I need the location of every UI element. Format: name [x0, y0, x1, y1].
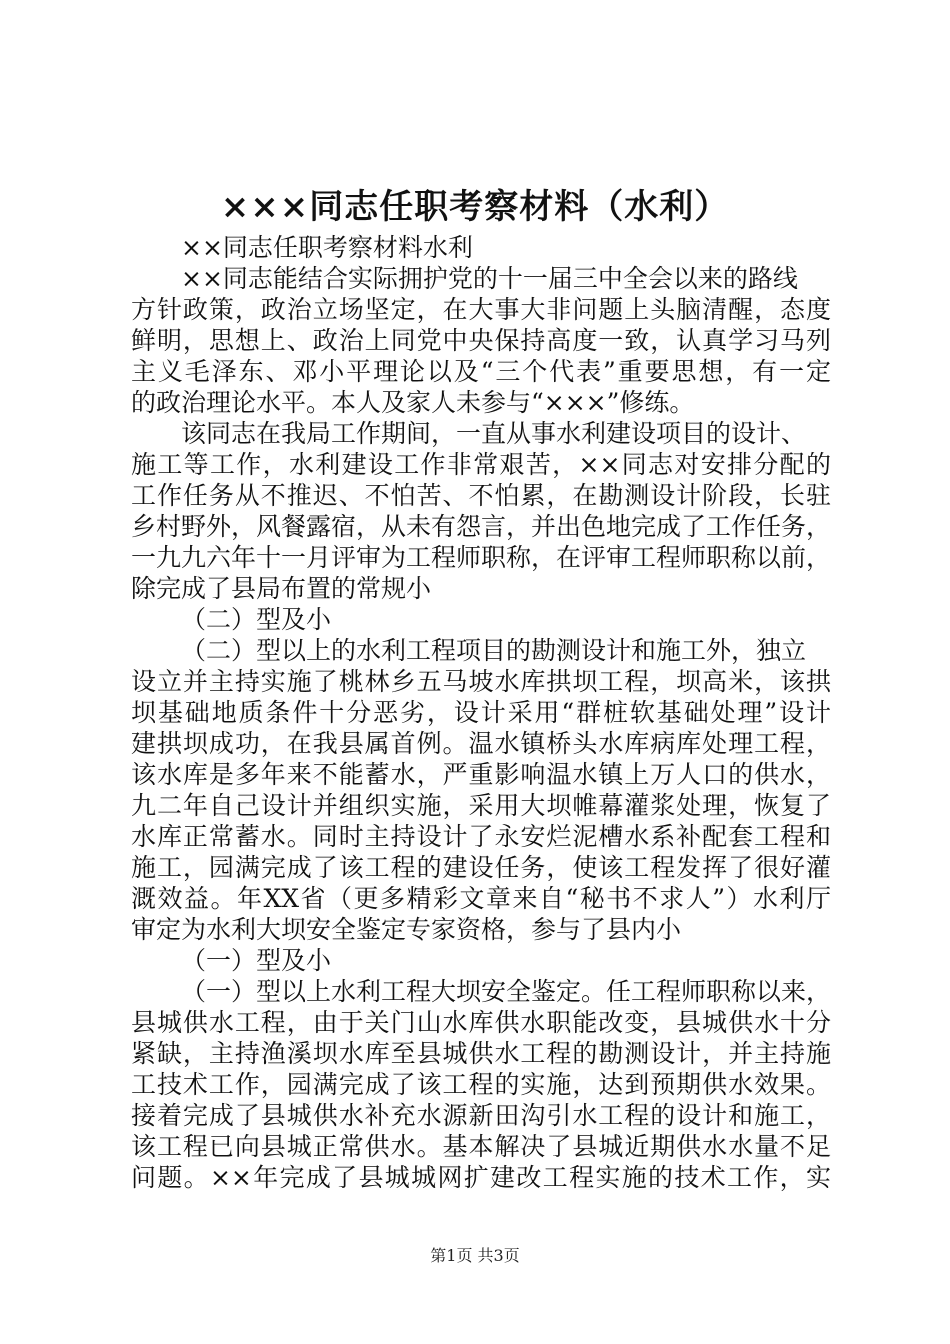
- text-line: （一）型以上水利工程大坝安全鉴定。任工程师职称以来，: [181, 977, 831, 1006]
- text-line: （二）型及小: [181, 605, 332, 634]
- text-line: 设立并主持实施了桃林乡五马坡水库拱坝工程，坝高米，该拱: [131, 667, 831, 696]
- text-line: 施工等工作，水利建设工作非常艰苦，××同志对安排分配的: [131, 450, 831, 479]
- text-line: 该水库是多年来不能蓄水，严重影响温水镇上万人口的供水，: [131, 760, 831, 789]
- document-title: ×××同志任职考察材料（水利）: [220, 187, 730, 227]
- document-body: [131, 232, 831, 1193]
- text-line: ××同志任职考察材料水利: [181, 233, 473, 262]
- text-line: 紧缺，主持渔溪坝水库至县城供水工程的勘测设计，并主持施: [131, 1039, 831, 1068]
- text-line: 方针政策，政治立场坚定，在大事大非问题上头脑清醒，态度: [131, 295, 831, 324]
- text-line: 县城供水工程，由于关门山水库供水职能改变，县城供水十分: [131, 1008, 831, 1037]
- text-line: 坝基础地质条件十分恶劣，设计采用“群桩软基础处理”设计: [131, 698, 831, 727]
- text-line: 水库正常蓄水。同时主持设计了永安烂泥槽水系补配套工程和: [131, 822, 831, 851]
- text-line: 建拱坝成功，在我县属首例。温水镇桥头水库病库处理工程，: [131, 729, 831, 758]
- page-number: 第1页 共3页: [430, 1246, 520, 1265]
- text-line: 该同志在我局工作期间，一直从事水利建设项目的设计、: [181, 419, 807, 448]
- text-line: （一）型及小: [181, 946, 332, 975]
- text-line: 工技术工作，园满完成了该工程的实施，达到预期供水效果。: [131, 1070, 831, 1099]
- text-line: 九二年自己设计并组织实施，采用大坝帷幕灌浆处理，恢复了: [131, 791, 831, 820]
- text-line: ××同志能结合实际拥护党的十一届三中全会以来的路线: [181, 264, 798, 293]
- text-line: 鲜明，思想上、政治上同党中央保持高度一致，认真学习马列: [131, 326, 831, 355]
- text-line: （二）型以上的水利工程项目的勘测设计和施工外，独立: [181, 636, 807, 665]
- text-line: 的政治理论水平。本人及家人未参与“×××”修练。: [131, 388, 695, 417]
- text-line: 工作任务从不推迟、不怕苦、不怕累，在勘测设计阶段，长驻: [131, 481, 831, 510]
- text-line: 接着完成了县城供水补充水源新田沟引水工程的设计和施工，: [131, 1101, 831, 1130]
- text-line: 乡村野外，风餐露宿，从未有怨言，并出色地完成了工作任务，: [131, 512, 831, 541]
- text-line: 除完成了县局布置的常规小: [131, 574, 432, 603]
- text-line: 主义毛泽东、邓小平理论以及“三个代表”重要思想，有一定: [131, 357, 831, 386]
- text-line: 一九九六年十一月评审为工程师职称，在评审工程师职称以前，: [131, 543, 831, 572]
- text-line: 审定为水利大坝安全鉴定专家资格，参与了县内小: [131, 915, 682, 944]
- text-line: 该工程已向县城正常供水。基本解决了县城近期供水水量不足: [131, 1132, 831, 1161]
- text-line: 施工，园满完成了该工程的建设任务，使该工程发挥了很好灌: [131, 853, 831, 882]
- text-line: 问题。××年完成了县城城网扩建改工程实施的技术工作，实: [131, 1163, 831, 1192]
- text-line: 溉效益。年XX省（更多精彩文章来自“秘书不求人”）水利厅: [131, 884, 831, 913]
